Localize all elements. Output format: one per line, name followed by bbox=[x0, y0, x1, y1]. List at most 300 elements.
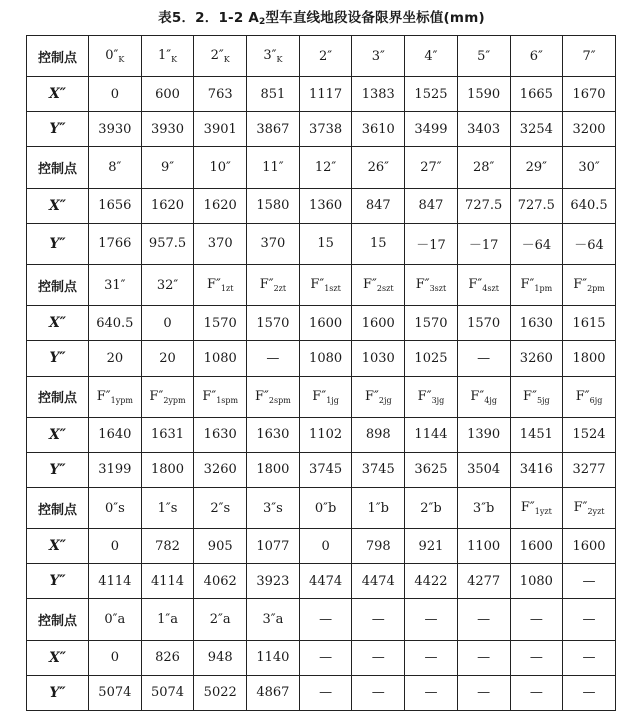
coordinate-value: 1080 bbox=[194, 341, 247, 376]
control-point-cell bbox=[352, 265, 405, 306]
control-point-cell bbox=[89, 36, 142, 77]
control-point-subscript: 1yzt bbox=[534, 507, 552, 517]
control-point-name: 28″ bbox=[472, 160, 495, 176]
coordinate-row-x bbox=[27, 77, 616, 112]
control-point-label: 控制点 bbox=[27, 265, 89, 306]
axis-label-x: X″ bbox=[27, 529, 89, 564]
coordinate-row-x bbox=[27, 529, 616, 564]
coordinate-value: 1102 bbox=[299, 417, 352, 452]
control-point-subscript: K bbox=[276, 55, 283, 65]
control-point-name: 1″a bbox=[157, 612, 178, 628]
control-point-cell bbox=[457, 36, 510, 77]
control-point-cell bbox=[194, 376, 247, 417]
control-point-cell bbox=[299, 265, 352, 306]
control-point-cell bbox=[247, 36, 300, 77]
control-point-subscript: 2spm bbox=[268, 395, 291, 405]
clearance-coordinate-table bbox=[26, 35, 616, 711]
control-point-cell bbox=[563, 376, 616, 417]
control-point-name: F″ bbox=[255, 388, 269, 404]
coordinate-value: — bbox=[352, 675, 405, 710]
control-point-subscript: 2ypm bbox=[163, 395, 186, 405]
coordinate-value: 1630 bbox=[194, 417, 247, 452]
title-subscript: 2 bbox=[258, 17, 266, 27]
coordinate-value: 1615 bbox=[563, 306, 616, 341]
coordinate-value: 1631 bbox=[141, 417, 194, 452]
coordinate-value: 1144 bbox=[405, 417, 458, 452]
axis-label-x: X″ bbox=[27, 417, 89, 452]
coordinate-value: 1383 bbox=[352, 77, 405, 112]
control-point-name: 10″ bbox=[209, 160, 231, 176]
control-point-cell bbox=[89, 265, 142, 306]
coordinate-value: — bbox=[457, 675, 510, 710]
coordinate-value: 3923 bbox=[247, 564, 300, 599]
control-point-cell bbox=[457, 147, 510, 188]
control-point-name: F″ bbox=[415, 277, 430, 293]
coordinate-value: 1600 bbox=[510, 529, 563, 564]
coordinate-value: 826 bbox=[141, 640, 194, 675]
control-point-cell bbox=[563, 147, 616, 188]
coordinate-value: 4114 bbox=[89, 564, 142, 599]
control-point-cell bbox=[405, 265, 458, 306]
control-point-cell bbox=[352, 36, 405, 77]
coordinate-value: 1077 bbox=[247, 529, 300, 564]
control-point-label: 控制点 bbox=[27, 36, 89, 77]
coordinate-value: 921 bbox=[405, 529, 458, 564]
control-point-name: F″ bbox=[96, 388, 111, 404]
control-point-name: 2″ bbox=[319, 48, 333, 64]
control-point-name: — bbox=[319, 612, 333, 628]
coordinate-value: 4277 bbox=[457, 564, 510, 599]
coordinate-value: — bbox=[457, 640, 510, 675]
coordinate-value: 0 bbox=[141, 306, 194, 341]
control-point-name: F″ bbox=[523, 388, 537, 404]
control-point-subscript: 1jg bbox=[326, 395, 339, 405]
control-point-subscript: K bbox=[171, 55, 178, 65]
axis-label-y: Y″ bbox=[27, 223, 89, 264]
control-point-name: 3″b bbox=[472, 500, 495, 516]
coordinate-value: 0 bbox=[89, 640, 142, 675]
control-point-cell bbox=[299, 376, 352, 417]
coordinate-value: 1620 bbox=[141, 188, 194, 223]
coordinate-row-y bbox=[27, 564, 616, 599]
coordinate-row-y bbox=[27, 112, 616, 147]
coordinate-value: 3930 bbox=[89, 112, 142, 147]
coordinate-value: 0 bbox=[89, 77, 142, 112]
coordinate-value: 3199 bbox=[89, 452, 142, 487]
control-point-subscript: 2yzt bbox=[587, 507, 605, 517]
control-point-row bbox=[27, 376, 616, 417]
control-point-cell bbox=[247, 599, 300, 640]
control-point-name: 2″s bbox=[210, 500, 231, 516]
control-point-cell bbox=[194, 599, 247, 640]
control-point-name: 0″ bbox=[105, 48, 119, 64]
coordinate-value: 15 bbox=[299, 223, 352, 264]
control-point-subscript: 3jg bbox=[431, 395, 445, 405]
control-point-name: 1″b bbox=[367, 500, 389, 516]
control-point-label: 控制点 bbox=[27, 487, 89, 528]
coordinate-value: 1080 bbox=[510, 564, 563, 599]
coordinate-value: 727.5 bbox=[510, 188, 563, 223]
control-point-cell bbox=[247, 376, 300, 417]
title-prefix: 表5．2．1-2 A bbox=[158, 10, 259, 26]
control-point-subscript: K bbox=[223, 55, 230, 65]
control-point-cell bbox=[194, 36, 247, 77]
coordinate-value: — bbox=[563, 675, 616, 710]
coordinate-value: 3260 bbox=[194, 452, 247, 487]
coordinate-value: 4114 bbox=[141, 564, 194, 599]
coordinate-row-x bbox=[27, 306, 616, 341]
coordinate-row-y bbox=[27, 675, 616, 710]
control-point-row bbox=[27, 487, 616, 528]
control-point-name: — bbox=[371, 612, 385, 628]
coordinate-value: 1600 bbox=[563, 529, 616, 564]
control-point-cell bbox=[247, 265, 300, 306]
coordinate-value: 1600 bbox=[299, 306, 352, 341]
control-point-name: F″ bbox=[363, 277, 377, 293]
coordinate-value: — bbox=[563, 564, 616, 599]
control-point-cell bbox=[89, 487, 142, 528]
coordinate-value: 898 bbox=[352, 417, 405, 452]
control-point-cell bbox=[141, 265, 194, 306]
control-point-subscript: 4szt bbox=[482, 284, 499, 294]
control-point-cell bbox=[405, 147, 458, 188]
control-point-subscript: 1szt bbox=[324, 284, 341, 294]
control-point-name: F″ bbox=[573, 500, 588, 516]
coordinate-row-y bbox=[27, 341, 616, 376]
coordinate-value: 4474 bbox=[299, 564, 352, 599]
coordinate-value: 1360 bbox=[299, 188, 352, 223]
control-point-subscript: 3szt bbox=[429, 284, 447, 294]
control-point-cell bbox=[247, 487, 300, 528]
coordinate-value: — bbox=[510, 640, 563, 675]
control-point-cell bbox=[141, 36, 194, 77]
coordinate-value: 798 bbox=[352, 529, 405, 564]
coordinate-value: 1525 bbox=[405, 77, 458, 112]
control-point-cell bbox=[563, 36, 616, 77]
control-point-name: 3″ bbox=[263, 48, 277, 64]
coordinate-value: — bbox=[352, 640, 405, 675]
control-point-cell bbox=[299, 487, 352, 528]
control-point-cell bbox=[89, 147, 142, 188]
control-point-row bbox=[27, 36, 616, 77]
control-point-name: 2″ bbox=[210, 48, 224, 64]
coordinate-value: －64 bbox=[510, 223, 563, 264]
control-point-name: 7″ bbox=[582, 48, 596, 64]
coordinate-value: 3867 bbox=[247, 112, 300, 147]
control-point-subscript: 5jg bbox=[536, 395, 550, 405]
coordinate-value: 1030 bbox=[352, 341, 405, 376]
coordinate-value: 727.5 bbox=[457, 188, 510, 223]
coordinate-value: 847 bbox=[352, 188, 405, 223]
axis-label-y: Y″ bbox=[27, 675, 89, 710]
coordinate-value: — bbox=[457, 341, 510, 376]
coordinate-value: 1600 bbox=[352, 306, 405, 341]
coordinate-value: 3277 bbox=[563, 452, 616, 487]
coordinate-value: 3260 bbox=[510, 341, 563, 376]
control-point-cell bbox=[247, 147, 300, 188]
coordinate-value: 948 bbox=[194, 640, 247, 675]
control-point-cell bbox=[563, 487, 616, 528]
coordinate-row-x bbox=[27, 640, 616, 675]
control-point-cell bbox=[510, 376, 563, 417]
control-point-cell bbox=[352, 376, 405, 417]
control-point-cell bbox=[89, 599, 142, 640]
coordinate-value: 1140 bbox=[247, 640, 300, 675]
axis-label-y: Y″ bbox=[27, 564, 89, 599]
coordinate-value: 5074 bbox=[141, 675, 194, 710]
control-point-cell bbox=[405, 36, 458, 77]
control-point-name: 9″ bbox=[160, 160, 175, 176]
title-suffix: 型车直线地段设备限界坐标值(mm) bbox=[265, 10, 485, 26]
control-point-subscript: 2jg bbox=[378, 395, 392, 405]
control-point-name: F″ bbox=[310, 277, 325, 293]
coordinate-value: 847 bbox=[405, 188, 458, 223]
control-point-cell bbox=[510, 265, 563, 306]
control-point-name: 0″a bbox=[104, 612, 126, 628]
control-point-name: 1″s bbox=[157, 500, 178, 516]
control-point-name: — bbox=[477, 612, 491, 628]
coordinate-value: 1665 bbox=[510, 77, 563, 112]
coordinate-value: — bbox=[563, 640, 616, 675]
control-point-cell bbox=[352, 147, 405, 188]
control-point-subscript: 1zt bbox=[220, 284, 234, 294]
coordinate-value: －64 bbox=[563, 223, 616, 264]
control-point-cell bbox=[457, 265, 510, 306]
coordinate-value: 851 bbox=[247, 77, 300, 112]
control-point-cell bbox=[457, 376, 510, 417]
control-point-subscript: 1ypm bbox=[110, 395, 133, 405]
coordinate-value: 1117 bbox=[299, 77, 352, 112]
coordinate-value: 600 bbox=[141, 77, 194, 112]
control-point-cell bbox=[352, 599, 405, 640]
coordinate-value: 370 bbox=[247, 223, 300, 264]
control-point-label: 控制点 bbox=[27, 376, 89, 417]
control-point-cell bbox=[194, 147, 247, 188]
control-point-cell bbox=[141, 599, 194, 640]
table-title bbox=[0, 6, 643, 27]
coordinate-value: — bbox=[299, 675, 352, 710]
coordinate-value: 3499 bbox=[405, 112, 458, 147]
coordinate-value: 1800 bbox=[563, 341, 616, 376]
control-point-name: F″ bbox=[259, 277, 274, 293]
axis-label-x: X″ bbox=[27, 640, 89, 675]
coordinate-value: 0 bbox=[89, 529, 142, 564]
axis-label-y: Y″ bbox=[27, 341, 89, 376]
control-point-name: 2″a bbox=[209, 612, 231, 628]
coordinate-value: 1100 bbox=[457, 529, 510, 564]
coordinate-value: 3738 bbox=[299, 112, 352, 147]
coordinate-value: 1451 bbox=[510, 417, 563, 452]
coordinate-value: 905 bbox=[194, 529, 247, 564]
coordinate-value: 3745 bbox=[299, 452, 352, 487]
control-point-name: 29″ bbox=[525, 160, 548, 176]
coordinate-row-y bbox=[27, 223, 616, 264]
coordinate-value: 1390 bbox=[457, 417, 510, 452]
control-point-cell bbox=[89, 376, 142, 417]
control-point-subscript: 4jg bbox=[484, 395, 497, 405]
control-point-cell bbox=[405, 487, 458, 528]
control-point-name: F″ bbox=[417, 388, 432, 404]
control-point-cell bbox=[457, 599, 510, 640]
coordinate-value: 4474 bbox=[352, 564, 405, 599]
coordinate-value: 4062 bbox=[194, 564, 247, 599]
coordinate-value: — bbox=[405, 675, 458, 710]
coordinate-row-x bbox=[27, 188, 616, 223]
coordinate-value: 1025 bbox=[405, 341, 458, 376]
coordinate-value: 763 bbox=[194, 77, 247, 112]
coordinate-value: 1670 bbox=[563, 77, 616, 112]
coordinate-value: 1570 bbox=[247, 306, 300, 341]
control-point-cell bbox=[141, 487, 194, 528]
control-point-name: 3″ bbox=[371, 48, 385, 64]
control-point-row bbox=[27, 265, 616, 306]
control-point-cell bbox=[457, 487, 510, 528]
coordinate-value: 1570 bbox=[457, 306, 510, 341]
coordinate-value: 1630 bbox=[510, 306, 563, 341]
control-point-name: 27″ bbox=[420, 160, 442, 176]
coordinate-value: 640.5 bbox=[563, 188, 616, 223]
control-point-name: 32″ bbox=[156, 277, 179, 293]
coordinate-value: 3745 bbox=[352, 452, 405, 487]
control-point-name: 4″ bbox=[424, 48, 438, 64]
control-point-cell bbox=[141, 147, 194, 188]
control-point-name: — bbox=[529, 612, 543, 628]
coordinate-value: 3504 bbox=[457, 452, 510, 487]
coordinate-value: 4867 bbox=[247, 675, 300, 710]
control-point-name: 5″ bbox=[477, 48, 491, 64]
control-point-label: 控制点 bbox=[27, 599, 89, 640]
coordinate-value: 1080 bbox=[299, 341, 352, 376]
coordinate-value: 0 bbox=[299, 529, 352, 564]
axis-label-x: X″ bbox=[27, 188, 89, 223]
control-point-name: 31″ bbox=[104, 277, 126, 293]
coordinate-value: 1580 bbox=[247, 188, 300, 223]
coordinate-row-y bbox=[27, 452, 616, 487]
coordinate-value: 3930 bbox=[141, 112, 194, 147]
coordinate-value: 3416 bbox=[510, 452, 563, 487]
coordinate-value: 957.5 bbox=[141, 223, 194, 264]
coordinate-value: 3254 bbox=[510, 112, 563, 147]
control-point-subscript: 1pm bbox=[534, 284, 553, 294]
control-point-name: 12″ bbox=[314, 160, 337, 176]
coordinate-value: 1800 bbox=[247, 452, 300, 487]
control-point-subscript: 6jg bbox=[589, 395, 603, 405]
coordinate-value: 20 bbox=[141, 341, 194, 376]
control-point-name: F″ bbox=[470, 388, 485, 404]
control-point-name: 0″s bbox=[104, 500, 125, 516]
control-point-subscript: K bbox=[118, 55, 125, 65]
coordinate-value: 1590 bbox=[457, 77, 510, 112]
control-point-name: F″ bbox=[520, 277, 535, 293]
axis-label-x: X″ bbox=[27, 306, 89, 341]
coordinate-value: 15 bbox=[352, 223, 405, 264]
control-point-name: 3″s bbox=[263, 500, 283, 516]
coordinate-value: 4422 bbox=[405, 564, 458, 599]
coordinate-value: 3403 bbox=[457, 112, 510, 147]
control-point-cell bbox=[194, 487, 247, 528]
axis-label-y: Y″ bbox=[27, 452, 89, 487]
control-point-cell bbox=[141, 376, 194, 417]
coordinate-value: 1656 bbox=[89, 188, 142, 223]
control-point-name: 30″ bbox=[578, 160, 600, 176]
coordinate-row-x bbox=[27, 417, 616, 452]
control-point-cell bbox=[563, 599, 616, 640]
coordinate-value: 5022 bbox=[194, 675, 247, 710]
control-point-cell bbox=[299, 599, 352, 640]
control-point-name: F″ bbox=[202, 388, 217, 404]
control-point-cell bbox=[405, 599, 458, 640]
coordinate-value: －17 bbox=[405, 223, 458, 264]
control-point-name: — bbox=[424, 612, 438, 628]
control-point-name: 26″ bbox=[367, 160, 389, 176]
coordinate-value: 640.5 bbox=[89, 306, 142, 341]
table-body bbox=[27, 36, 616, 711]
control-point-name: — bbox=[582, 612, 596, 628]
coordinate-value: 3901 bbox=[194, 112, 247, 147]
control-point-name: F″ bbox=[149, 388, 164, 404]
control-point-label: 控制点 bbox=[27, 147, 89, 188]
coordinate-value: 782 bbox=[141, 529, 194, 564]
control-point-name: F″ bbox=[575, 388, 590, 404]
control-point-name: 3″a bbox=[262, 612, 284, 628]
control-point-cell bbox=[510, 147, 563, 188]
coordinate-value: 3625 bbox=[405, 452, 458, 487]
control-point-cell bbox=[563, 265, 616, 306]
control-point-subscript: 1spm bbox=[216, 395, 239, 405]
control-point-cell bbox=[299, 36, 352, 77]
control-point-name: 0″b bbox=[314, 500, 337, 516]
axis-label-x: X″ bbox=[27, 77, 89, 112]
axis-label-y: Y″ bbox=[27, 112, 89, 147]
control-point-cell bbox=[510, 487, 563, 528]
control-point-cell bbox=[299, 147, 352, 188]
coordinate-value: 20 bbox=[89, 341, 142, 376]
control-point-row bbox=[27, 147, 616, 188]
control-point-row bbox=[27, 599, 616, 640]
control-point-name: F″ bbox=[573, 277, 588, 293]
control-point-cell bbox=[352, 487, 405, 528]
coordinate-value: 1570 bbox=[405, 306, 458, 341]
coordinate-value: — bbox=[247, 341, 300, 376]
coordinate-value: 1640 bbox=[89, 417, 142, 452]
coordinate-value: 3200 bbox=[563, 112, 616, 147]
coordinate-value: 3610 bbox=[352, 112, 405, 147]
control-point-cell bbox=[194, 265, 247, 306]
control-point-name: F″ bbox=[207, 277, 221, 293]
control-point-name: F″ bbox=[364, 388, 379, 404]
coordinate-value: 1800 bbox=[141, 452, 194, 487]
coordinate-value: 1766 bbox=[89, 223, 142, 264]
coordinate-value: — bbox=[299, 640, 352, 675]
coordinate-value: 1570 bbox=[194, 306, 247, 341]
coordinate-value: 370 bbox=[194, 223, 247, 264]
control-point-name: F″ bbox=[520, 500, 535, 516]
coordinate-value: — bbox=[510, 675, 563, 710]
control-point-subscript: 2pm bbox=[587, 284, 605, 294]
control-point-name: 2″b bbox=[420, 500, 442, 516]
control-point-subscript: 2zt bbox=[273, 284, 287, 294]
control-point-name: 6″ bbox=[529, 48, 543, 64]
coordinate-value: 5074 bbox=[89, 675, 142, 710]
control-point-name: 8″ bbox=[108, 160, 122, 176]
control-point-cell bbox=[405, 376, 458, 417]
coordinate-value: 1524 bbox=[563, 417, 616, 452]
control-point-cell bbox=[510, 599, 563, 640]
control-point-name: F″ bbox=[468, 277, 483, 293]
coordinate-value: 1620 bbox=[194, 188, 247, 223]
control-point-name: F″ bbox=[312, 388, 327, 404]
control-point-subscript: 2szt bbox=[376, 284, 394, 294]
